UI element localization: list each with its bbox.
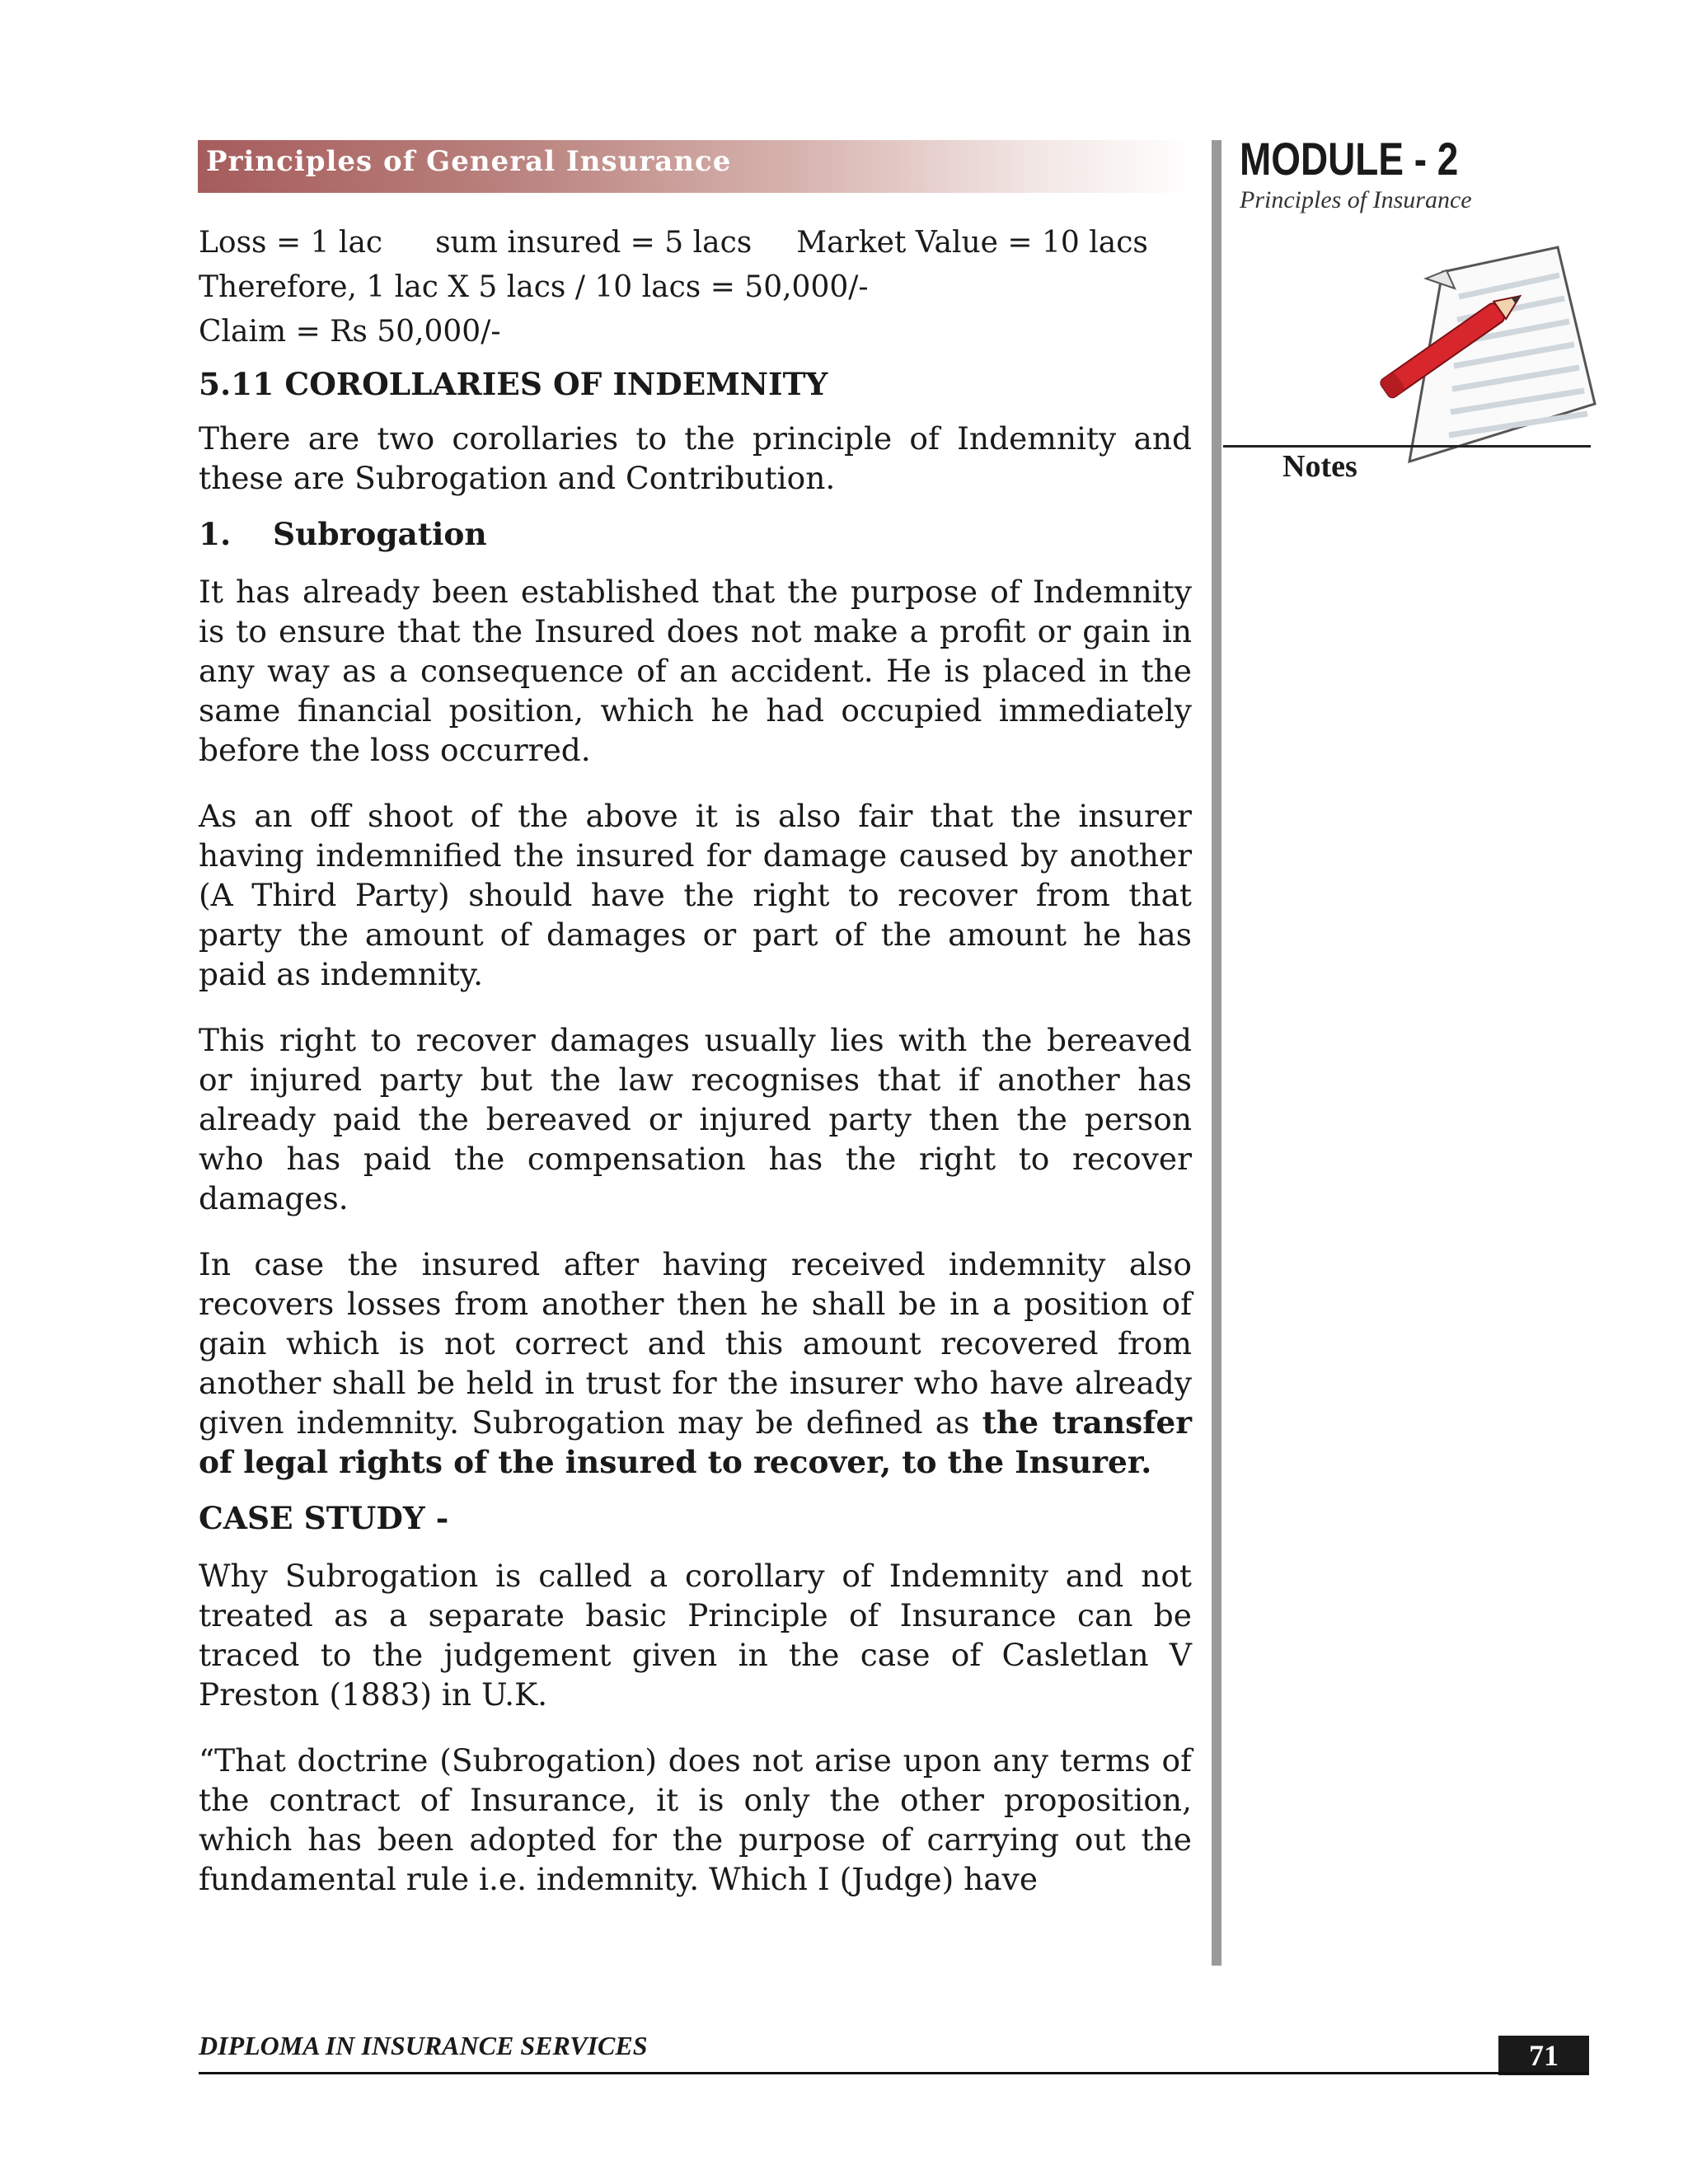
page-number: 71	[1498, 2036, 1589, 2075]
notes-rule	[1223, 445, 1591, 448]
footer-rule	[199, 2072, 1588, 2074]
sum-insured-value: sum insured = 5 lacs	[435, 226, 753, 260]
paragraph-3: This right to recover damages usually lies with the bereaved or injured party but the law recognises that if another has already paid the bereaved or injured party then the person who has paid the compensation has the right to recover damages.	[199, 1022, 1192, 1216]
section-header-title: Principles of General Insurance	[206, 145, 732, 178]
paragraph-4	[199, 1244, 1192, 1482]
case-study-heading: CASE STUDY -	[199, 1500, 449, 1536]
notepad-pencil-icon	[1368, 239, 1607, 478]
paragraph-1: It has already been established that the purpose of Indemnity is to ensure that the Insured does not make a profit or gain in any way as a consequence of an accident. He is placed in the same financial position, which he had occupied immediately before the loss occurred.	[199, 574, 1192, 768]
section-heading: 5.11 COROLLARIES OF INDEMNITY	[199, 366, 828, 402]
loss-value: Loss = 1 lac	[199, 226, 383, 260]
margin-divider	[1212, 140, 1221, 1966]
paragraph-5: Why Subrogation is called a corollary of Indemnity and not treated as a separate basic Principle of Insurance can be traced to the judgement given in the case of Casletlan V Preston (1883) in U.K.	[199, 1558, 1192, 1713]
subsection-heading	[199, 514, 1192, 554]
intro-paragraph: There are two corollaries to the principle of Indemnity and these are Subrogation and Contribution.	[199, 420, 1192, 496]
paragraph-2: As an off shoot of the above it is also fair that the insurer having indemnified the insured for damage caused by another (A Third Party) should have the right to recover from that party the amount of damages or part of the amount he has paid as indemnity.	[199, 798, 1192, 992]
module-subtitle: Principles of Insurance	[1240, 186, 1472, 213]
subrogation-definition: the transfer of legal rights of the insured to recover, to the Insurer.	[199, 1404, 1192, 1480]
example-values-line	[199, 221, 1192, 265]
section-header-band	[198, 140, 1195, 193]
subsection-title: Subrogation	[273, 516, 487, 552]
notes-label: Notes	[1282, 449, 1357, 484]
paragraph-4-text: In case the insured after having received indemnity also recovers losses from another then he shall be in a position of gain which is not correct and this amount recovered from another shall be held in trust for the insurer who have already given indemnity. Subrogation may be defined as	[199, 1246, 1192, 1441]
market-value: Market Value = 10 lacs	[796, 226, 1148, 260]
module-label: MODULE - 2	[1240, 133, 1459, 185]
subsection-number: 1.	[199, 516, 232, 552]
calculation-line: Therefore, 1 lac X 5 lacs / 10 lacs = 50,000/-	[199, 270, 869, 304]
main-content	[199, 221, 1192, 1899]
claim-line: Claim = Rs 50,000/-	[199, 315, 501, 349]
paragraph-6: “That doctrine (Subrogation) does not arise upon any terms of the contract of Insurance, it is only the other proposition, which has been adopted for the purpose of carrying out the fundamental rule i.e. indemnity. Which I (Judge) have	[199, 1742, 1192, 1897]
footer-title: DIPLOMA IN INSURANCE SERVICES	[199, 2031, 648, 2060]
